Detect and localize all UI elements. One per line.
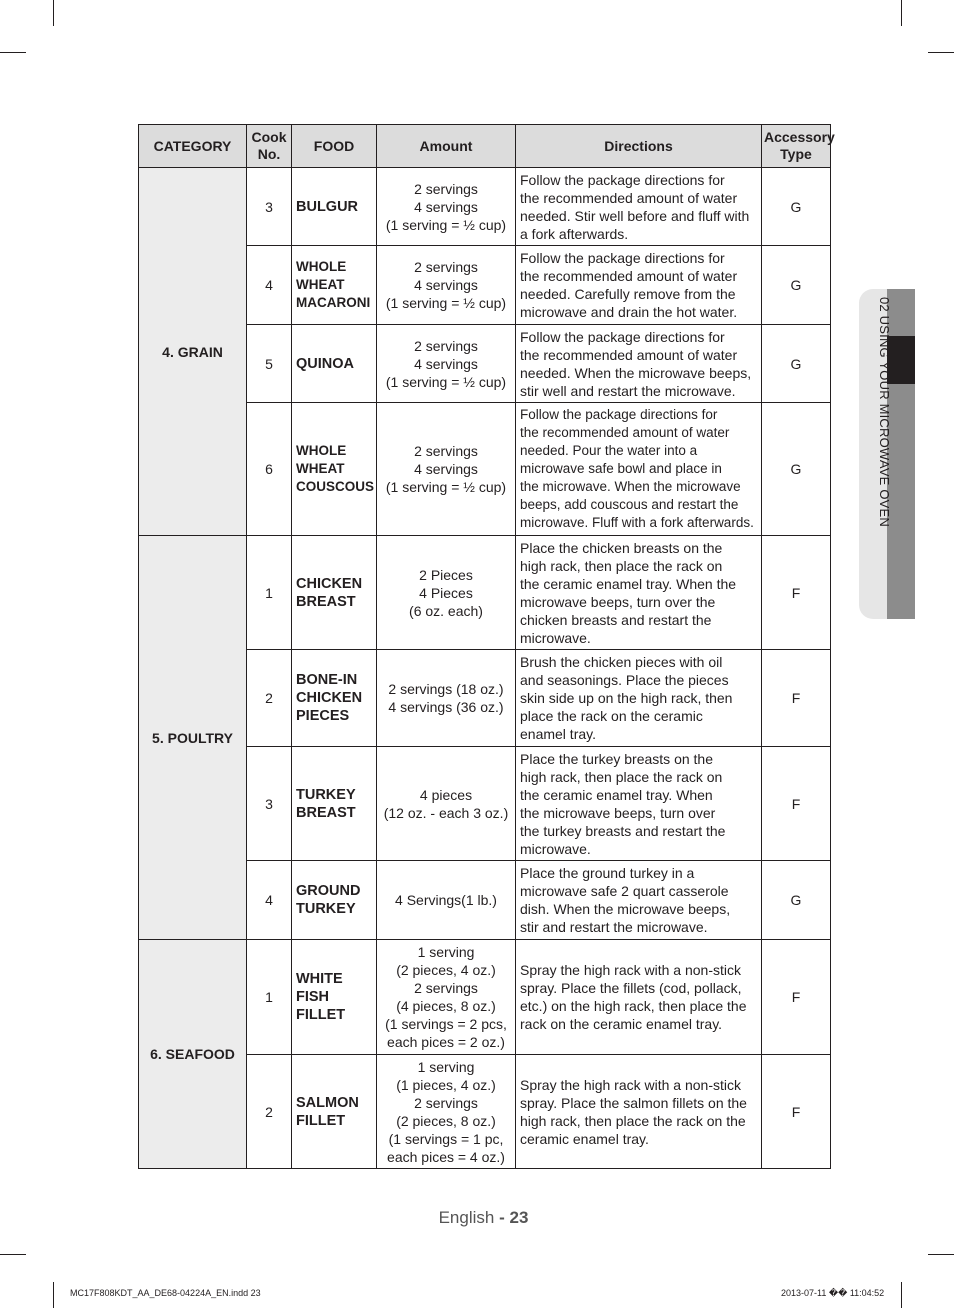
amount-cell [377, 1055, 516, 1169]
directions-cell-line: high rack, then place the rack on [520, 768, 723, 785]
amount-cell [377, 650, 516, 747]
crop-mark [0, 52, 26, 53]
food-cell-line: BREAST [296, 804, 356, 821]
accessory-type-cell: G [762, 325, 831, 403]
amount-cell-line: (12 oz. - each 3 oz.) [383, 804, 509, 821]
header-cook-no-line1: Cook [251, 129, 287, 145]
directions-cell-line: Place the turkey breasts on the [520, 750, 713, 767]
directions-cell-line: chicken breasts and restart the [520, 611, 712, 628]
amount-cell-line: (1 serving = ½ cup) [385, 295, 507, 311]
header-cook-no-line2: No. [257, 146, 281, 162]
directions-cell-line: a fork afterwards. [520, 225, 629, 242]
amount-cell-line: 4 servings (36 oz.) [388, 699, 504, 715]
crop-mark [0, 1254, 26, 1255]
food-cell-line: FILLET [296, 1007, 346, 1023]
directions-cell [516, 1055, 762, 1169]
amount-cell-line: 4 servings [414, 355, 478, 372]
header-accessory-line2: Type [780, 146, 812, 162]
amount-cell-line: (4 pieces, 8 oz.) [396, 998, 496, 1014]
accessory-type-cell: G [762, 246, 831, 325]
food-cell-line: BULGUR [296, 198, 359, 215]
directions-cell [516, 536, 762, 650]
category-cell: 4. GRAIN [139, 168, 247, 536]
directions-cell [516, 403, 762, 536]
amount-cell-line: 2 Pieces [419, 566, 473, 583]
directions-cell-line: Place the ground turkey in a [520, 865, 695, 881]
directions-cell-line: the microwave beeps, turn over [520, 804, 716, 821]
amount-cell-line: 2 servings [414, 180, 478, 197]
directions-cell-line: etc.) on the high rack, then place the [520, 998, 747, 1014]
amount-cell-line: 2 servings [414, 337, 478, 354]
food-cell-line: COUSCOUS [296, 479, 375, 494]
directions-cell-line: Follow the package directions for [520, 407, 718, 422]
table-row [139, 536, 831, 650]
directions-cell [516, 650, 762, 747]
food-cell-line: WHEAT [296, 277, 345, 292]
food-cell [292, 1055, 377, 1169]
cook-number-cell: 3 [247, 168, 292, 246]
amount-cell-line: 1 serving [417, 1058, 475, 1075]
food-cell-line: WHOLE [296, 259, 347, 274]
directions-cell-line: needed. Stir well before and fluff with [520, 207, 750, 224]
page-number: 23 [509, 1208, 529, 1227]
directions-cell-line: the ceramic enamel tray. When the [520, 575, 737, 592]
directions-cell-line: microwave and drain the hot water. [520, 304, 738, 320]
directions-cell-line: skin side up on the high rack, then [520, 690, 733, 706]
directions-cell [516, 168, 762, 246]
amount-cell-line: 4 Servings(1 lb.) [395, 892, 497, 908]
food-cell-line: WHITE [296, 971, 343, 987]
amount-cell [377, 861, 516, 940]
food-cell-line: WHEAT [296, 461, 345, 476]
directions-cell-line: Place the chicken breasts on the [520, 539, 723, 556]
food-cell-line: CHICKEN [296, 690, 363, 706]
accessory-type-cell: F [762, 940, 831, 1055]
crop-mark [928, 52, 954, 53]
amount-cell [377, 246, 516, 325]
cook-number-cell: 1 [247, 536, 292, 650]
accessory-type-cell: F [762, 650, 831, 747]
amount-cell [377, 536, 516, 650]
directions-cell-line: microwave. Fluff with a fork afterwards. [520, 515, 754, 530]
cook-number-cell: 2 [247, 650, 292, 747]
directions-cell-line: needed. Pour the water into a [520, 443, 698, 458]
food-cell-line: TURKEY [296, 901, 356, 917]
page-footer [0, 1208, 954, 1228]
directions-cell-line: ceramic enamel tray. [520, 1130, 649, 1147]
directions-cell [516, 246, 762, 325]
food-cell [292, 168, 377, 246]
directions-cell-line: the recommended amount of water [520, 425, 730, 440]
table-row [139, 940, 831, 1055]
amount-cell [377, 168, 516, 246]
directions-cell-line: Follow the package directions for [520, 250, 725, 266]
directions-cell-line: high rack, then place the rack on the [520, 1112, 746, 1129]
amount-cell-line: 2 servings (18 oz.) [388, 681, 504, 697]
food-cell-line: CHICKEN [296, 575, 363, 592]
footer-separator: - [499, 1208, 510, 1227]
header-accessory-line1: Accessory [764, 129, 835, 145]
directions-cell-line: Spray the high rack with a non-stick [520, 962, 741, 978]
header-food: FOOD [292, 125, 377, 168]
amount-cell-line: each pices = 2 oz.) [387, 1034, 505, 1050]
side-tab-label: 02 USING YOUR MICROWAVE OVEN [877, 297, 892, 528]
directions-cell [516, 861, 762, 940]
table-body [139, 168, 831, 1169]
header-directions: Directions [516, 125, 762, 168]
category-cell: 5. POULTRY [139, 536, 247, 940]
accessory-type-cell: G [762, 861, 831, 940]
directions-cell-line: and seasonings. Place the pieces [520, 672, 729, 688]
accessory-type-cell: F [762, 1055, 831, 1169]
cook-number-cell: 3 [247, 747, 292, 861]
directions-cell-line: needed. When the microwave beeps, [520, 364, 752, 381]
amount-cell [377, 325, 516, 403]
amount-cell-line: (1 pieces, 4 oz.) [396, 1076, 496, 1093]
directions-cell [516, 325, 762, 403]
amount-cell-line: 4 servings [414, 198, 478, 215]
crop-mark [901, 1282, 902, 1308]
directions-cell-line: stir well and restart the microwave. [520, 382, 736, 399]
food-cell-line: TURKEY [296, 786, 356, 803]
amount-cell [377, 747, 516, 861]
amount-cell-line: (1 servings = 1 pc, [388, 1130, 504, 1147]
food-cell [292, 403, 377, 536]
amount-cell-line: (2 pieces, 8 oz.) [396, 1112, 496, 1129]
header-category: CATEGORY [139, 125, 247, 168]
directions-cell [516, 940, 762, 1055]
accessory-type-cell: G [762, 168, 831, 246]
print-datetime: 2013-07-11 �� 11:04:52 [781, 1288, 885, 1298]
amount-cell-line: 2 servings [414, 980, 478, 996]
food-cell [292, 940, 377, 1055]
amount-cell-line: each pices = 4 oz.) [387, 1148, 505, 1165]
directions-cell-line: dish. When the microwave beeps, [520, 901, 731, 917]
food-cell-line: FISH [296, 989, 330, 1005]
amount-cell-line: 4 servings [414, 461, 478, 477]
food-cell [292, 861, 377, 940]
directions-cell-line: microwave. [520, 629, 591, 646]
directions-cell-line: microwave. [520, 840, 591, 857]
table-header-row [139, 125, 831, 168]
directions-cell-line: needed. Carefully remove from the [520, 286, 736, 302]
cook-number-cell: 2 [247, 1055, 292, 1169]
food-cell [292, 325, 377, 403]
directions-cell-line: Follow the package directions for [520, 171, 725, 188]
directions-cell-line: Spray the high rack with a non-stick [520, 1076, 741, 1093]
header-accessory-type [762, 125, 835, 168]
food-cell-line: GROUND [296, 883, 361, 899]
directions-cell-line: high rack, then place the rack on [520, 557, 723, 574]
food-cell [292, 650, 377, 747]
directions-cell-line: the recommended amount of water [520, 189, 738, 206]
print-file-info: MC17F808KDT_AA_DE68-04224A_EN.indd 23 [70, 1288, 261, 1298]
category-cell: 6. SEAFOOD [139, 940, 247, 1169]
header-amount: Amount [377, 125, 516, 168]
directions-cell-line: the turkey breasts and restart the [520, 822, 726, 839]
food-cell-line: BONE-IN [296, 672, 358, 688]
directions-cell-line: the recommended amount of water [520, 346, 738, 363]
amount-cell [377, 403, 516, 536]
crop-mark [928, 1254, 954, 1255]
amount-cell-line: 2 servings [414, 443, 478, 459]
food-cell-line: MACARONI [296, 295, 371, 310]
amount-cell-line: 2 servings [414, 259, 478, 275]
directions-cell-line: Brush the chicken pieces with oil [520, 654, 723, 670]
food-cell-line: FILLET [296, 1112, 346, 1129]
cooking-guide-table [138, 124, 835, 1169]
amount-cell-line: 4 Pieces [419, 584, 473, 601]
directions-cell-line: the microwave. When the microwave [520, 479, 741, 494]
amount-cell-line: (1 serving = ½ cup) [385, 216, 507, 233]
amount-cell-line: (1 serving = ½ cup) [385, 373, 507, 390]
directions-cell-line: place the rack on the ceramic [520, 708, 703, 724]
amount-cell [377, 940, 516, 1055]
table-row [139, 168, 831, 246]
header-cook-no [247, 125, 292, 168]
crop-mark [53, 1282, 54, 1308]
directions-cell-line: microwave safe 2 quart casserole [520, 883, 729, 899]
crop-mark [901, 0, 902, 26]
cook-number-cell: 5 [247, 325, 292, 403]
directions-cell-line: spray. Place the fillets (cod, pollack, [520, 980, 742, 996]
footer-language: English [438, 1208, 495, 1227]
amount-cell-line: (1 servings = 2 pcs, [385, 1016, 507, 1032]
cook-number-cell: 6 [247, 403, 292, 536]
amount-cell-line: (2 pieces, 4 oz.) [396, 962, 496, 978]
cook-number-cell: 4 [247, 246, 292, 325]
directions-cell-line: Follow the package directions for [520, 328, 725, 345]
food-cell-line: PIECES [296, 708, 350, 724]
amount-cell-line: 1 serving [417, 944, 475, 960]
directions-cell-line: microwave safe bowl and place in [520, 461, 722, 476]
directions-cell [516, 747, 762, 861]
directions-cell-line: the ceramic enamel tray. When [520, 786, 713, 803]
directions-cell-line: the recommended amount of water [520, 268, 738, 284]
directions-cell-line: stir and restart the microwave. [520, 919, 708, 935]
amount-cell-line: 4 servings [414, 277, 478, 293]
directions-cell-line: beeps, add couscous and restart the [520, 497, 739, 512]
food-cell-line: BREAST [296, 593, 356, 610]
amount-cell-line: 2 servings [414, 1094, 478, 1111]
cook-number-cell: 1 [247, 940, 292, 1055]
amount-cell-line: 4 pieces [419, 786, 473, 803]
accessory-type-cell: G [762, 403, 831, 536]
food-cell-line: QUINOA [296, 355, 354, 372]
food-cell [292, 747, 377, 861]
accessory-type-cell: F [762, 747, 831, 861]
food-cell [292, 536, 377, 650]
food-cell [292, 246, 377, 325]
directions-cell-line: enamel tray. [520, 726, 596, 742]
amount-cell-line: (1 serving = ½ cup) [385, 479, 507, 495]
directions-cell-line: rack on the ceramic enamel tray. [520, 1016, 723, 1032]
cook-number-cell: 4 [247, 861, 292, 940]
accessory-type-cell: F [762, 536, 831, 650]
directions-cell-line: spray. Place the salmon fillets on the [520, 1094, 747, 1111]
food-cell-line: SALMON [296, 1094, 359, 1111]
amount-cell-line: (6 oz. each) [409, 602, 483, 619]
food-cell-line: WHOLE [296, 443, 347, 458]
directions-cell-line: microwave beeps, turn over the [520, 593, 716, 610]
crop-mark [53, 0, 54, 26]
